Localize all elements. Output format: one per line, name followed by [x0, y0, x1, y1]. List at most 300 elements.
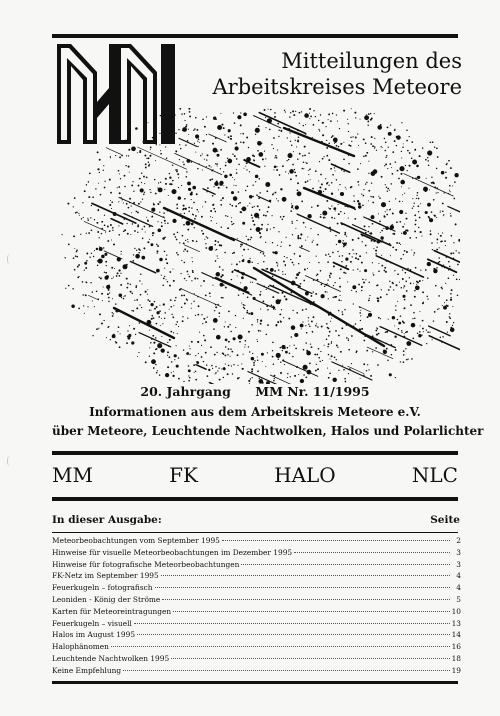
star-dot	[201, 356, 203, 358]
star-dot	[402, 194, 403, 195]
info-line-2: über Meteore, Leuchtende Nachtwolken, Halos und Polarlichter	[52, 424, 484, 438]
star-dot	[213, 328, 215, 330]
star-dot	[395, 309, 396, 310]
star-dot	[238, 203, 239, 204]
star-dot	[450, 299, 452, 301]
star-dot	[110, 224, 112, 226]
star-dot	[274, 251, 277, 254]
star-dot	[248, 249, 249, 250]
star-dot	[167, 223, 168, 224]
star-dot	[221, 297, 223, 299]
star-dot	[291, 336, 293, 338]
star-dot	[389, 373, 392, 376]
star-dot	[128, 207, 130, 209]
toc-leader-dots	[161, 575, 450, 576]
bottom-rule	[52, 681, 458, 684]
star-dot	[349, 253, 351, 255]
star-dot	[230, 135, 232, 137]
star-dot	[368, 200, 369, 201]
star-dot	[121, 297, 122, 298]
star-dot	[100, 194, 102, 196]
star-dot	[188, 108, 190, 110]
star-dot	[207, 316, 208, 317]
star-dot	[432, 141, 434, 143]
star-dot	[118, 186, 120, 188]
star-dot	[375, 250, 377, 252]
star-dot	[448, 160, 450, 162]
toc-item-title: Halos im August 1995	[52, 630, 136, 640]
star-dot	[195, 134, 199, 138]
star-dot	[86, 184, 87, 185]
star-dot	[206, 134, 207, 135]
star-dot	[372, 196, 374, 198]
star-dot	[150, 342, 152, 344]
star-dot	[127, 233, 129, 235]
star-dot	[222, 124, 224, 126]
star-dot	[64, 257, 65, 258]
star-dot	[169, 356, 171, 358]
star-dot	[149, 356, 150, 357]
star-dot	[369, 298, 370, 299]
star-dot	[399, 166, 404, 171]
star-dot	[282, 165, 284, 167]
star-dot	[440, 337, 441, 338]
star-dot	[135, 334, 136, 335]
star-dot	[403, 254, 404, 255]
star-dot	[328, 253, 329, 254]
star-dot	[440, 235, 442, 237]
star-dot	[343, 171, 344, 172]
star-dot	[395, 305, 396, 306]
star-dot	[232, 253, 233, 254]
star-dot	[336, 244, 337, 245]
star-dot	[253, 224, 255, 226]
star-dot	[248, 331, 250, 333]
star-dot	[303, 365, 308, 370]
star-dot	[358, 203, 361, 206]
star-dot	[363, 139, 365, 141]
star-dot	[231, 264, 232, 265]
star-dot	[393, 233, 395, 235]
star-dot	[113, 244, 115, 246]
star-dot	[418, 334, 421, 337]
star-dot	[256, 227, 261, 232]
star-dot	[280, 347, 282, 349]
star-dot	[204, 239, 205, 240]
star-dot	[350, 261, 352, 263]
volume-label: 20. Jahrgang	[140, 384, 231, 399]
section-halo: HALO	[274, 463, 336, 487]
star-dot	[217, 255, 218, 256]
star-dot	[308, 320, 309, 321]
star-dot	[371, 182, 372, 183]
star-dot	[260, 309, 261, 310]
star-dot	[148, 161, 149, 162]
star-dot	[209, 179, 211, 181]
star-dot	[372, 202, 374, 204]
star-dot	[328, 143, 330, 145]
star-dot	[143, 194, 145, 196]
star-dot	[428, 164, 430, 166]
star-dot	[215, 119, 216, 120]
star-dot	[394, 270, 395, 271]
star-dot	[177, 173, 179, 175]
star-dot	[454, 181, 456, 183]
star-dot	[275, 155, 277, 157]
star-dot	[246, 137, 248, 139]
star-dot	[425, 190, 427, 192]
star-dot	[176, 239, 178, 241]
star-dot	[196, 193, 198, 195]
star-dot	[389, 190, 390, 191]
star-dot	[248, 147, 249, 148]
star-dot	[376, 327, 377, 328]
star-dot	[415, 220, 417, 222]
toc-page-heading: Seite	[430, 514, 460, 526]
star-dot	[103, 320, 104, 321]
star-dot	[202, 323, 203, 324]
star-dot	[109, 230, 111, 232]
star-dot	[184, 213, 185, 214]
star-dot	[396, 284, 398, 286]
star-dot	[82, 202, 83, 203]
star-dot	[326, 140, 327, 141]
star-dot	[288, 318, 290, 320]
star-dot	[207, 187, 209, 189]
star-dot	[154, 308, 156, 310]
star-dot	[85, 294, 87, 296]
star-dot	[400, 180, 405, 185]
star-dot	[405, 272, 407, 274]
star-dot	[353, 253, 354, 254]
star-dot	[160, 325, 161, 326]
star-dot	[267, 224, 268, 225]
star-dot	[310, 343, 311, 344]
star-dot	[339, 128, 340, 129]
star-dot	[194, 227, 195, 228]
star-dot	[191, 341, 193, 343]
star-dot	[131, 146, 136, 151]
star-dot	[359, 255, 361, 257]
star-dot	[277, 265, 278, 266]
star-dot	[378, 270, 380, 272]
star-dot	[119, 156, 121, 158]
star-dot	[259, 378, 260, 379]
star-dot	[109, 292, 110, 293]
star-dot	[195, 371, 196, 372]
star-dot	[107, 240, 109, 242]
star-dot	[152, 335, 154, 337]
star-dot	[313, 240, 314, 241]
star-dot	[192, 261, 193, 262]
star-dot	[315, 116, 316, 117]
star-dot	[240, 211, 242, 213]
star-dot	[328, 343, 330, 345]
star-dot	[366, 182, 367, 183]
star-dot	[268, 286, 269, 287]
toc-leader-dots	[222, 540, 450, 541]
star-dot	[97, 168, 99, 170]
toc-item-page: 5	[456, 594, 461, 604]
star-dot	[134, 248, 135, 249]
star-dot	[365, 232, 366, 233]
star-dot	[115, 155, 116, 156]
star-dot	[445, 171, 447, 173]
star-dot	[384, 267, 386, 269]
star-dot	[395, 249, 397, 251]
star-dot	[400, 315, 402, 317]
star-dot	[325, 217, 326, 218]
star-dot	[133, 328, 135, 330]
star-dot	[445, 177, 447, 179]
star-dot	[97, 265, 98, 266]
star-dot	[198, 353, 199, 354]
star-dot	[193, 364, 195, 366]
star-dot	[292, 356, 293, 357]
star-dot	[417, 205, 419, 207]
star-dot	[274, 165, 277, 168]
star-dot	[196, 240, 198, 242]
star-dot	[366, 252, 367, 253]
star-dot	[131, 184, 133, 186]
star-dot	[299, 123, 300, 124]
star-dot	[218, 312, 220, 314]
star-dot	[436, 217, 437, 218]
star-dot	[383, 228, 384, 229]
star-dot	[76, 251, 78, 253]
star-dot	[162, 237, 165, 240]
star-dot	[217, 258, 218, 259]
star-dot	[394, 129, 395, 130]
star-dot	[186, 280, 187, 281]
star-dot	[318, 190, 319, 191]
star-dot	[330, 168, 332, 170]
star-dot	[321, 284, 323, 286]
star-dot	[187, 239, 188, 240]
star-dot	[339, 277, 341, 279]
star-dot	[451, 235, 453, 237]
star-dot	[227, 159, 232, 164]
star-dot	[294, 253, 296, 255]
star-dot	[228, 348, 230, 350]
star-dot	[289, 153, 290, 154]
star-dot	[160, 150, 161, 151]
star-dot	[267, 352, 268, 353]
star-dot	[387, 360, 389, 362]
star-dot	[145, 361, 147, 363]
star-dot	[303, 280, 305, 282]
toc-item-title: Hinweise für visuelle Meteorbeobachtungen im Dezember 1995	[52, 547, 293, 557]
star-dot	[367, 124, 368, 125]
star-dot	[123, 230, 125, 232]
star-dot	[191, 257, 192, 258]
star-dot	[195, 215, 197, 217]
star-dot	[236, 263, 238, 265]
star-dot	[380, 221, 381, 222]
star-dot	[225, 321, 226, 322]
star-dot	[420, 325, 421, 326]
star-dot	[257, 321, 258, 322]
star-dot	[385, 184, 386, 185]
star-dot	[87, 306, 88, 307]
star-dot	[225, 339, 228, 342]
star-dot	[111, 208, 112, 209]
star-dot	[287, 373, 288, 374]
star-dot	[331, 182, 333, 184]
star-dot	[189, 115, 191, 117]
star-dot	[444, 240, 446, 242]
star-dot	[255, 128, 260, 133]
star-dot	[201, 216, 203, 218]
star-dot	[260, 291, 261, 292]
star-dot	[169, 339, 171, 341]
star-dot	[368, 226, 369, 227]
star-trail	[202, 273, 252, 295]
star-dot	[194, 293, 195, 294]
star-dot	[404, 250, 406, 252]
star-dot	[231, 224, 233, 226]
star-dot	[133, 191, 134, 192]
star-dot	[368, 299, 370, 301]
star-dot	[164, 268, 165, 269]
star-dot	[385, 271, 387, 273]
star-dot	[420, 203, 421, 204]
star-dot	[207, 375, 209, 377]
star-dot	[438, 295, 440, 297]
star-dot	[318, 120, 319, 121]
star-dot	[142, 238, 143, 239]
star-dot	[203, 318, 205, 320]
star-dot	[342, 365, 343, 366]
star-dot	[391, 167, 392, 168]
star-dot	[158, 316, 160, 318]
star-dot	[104, 215, 105, 216]
star-dot	[326, 323, 328, 325]
star-dot	[282, 346, 283, 347]
star-dot	[310, 295, 312, 297]
star-dot	[313, 291, 314, 292]
star-dot	[195, 355, 196, 356]
star-dot	[402, 295, 405, 298]
toc-leader-dots	[123, 670, 449, 671]
star-dot	[99, 172, 100, 173]
star-dot	[431, 211, 433, 213]
star-dot	[260, 252, 261, 253]
star-dot	[295, 111, 296, 112]
star-dot	[172, 316, 174, 318]
star-dot	[402, 201, 403, 202]
star-dot	[97, 328, 99, 330]
star-dot	[292, 262, 294, 264]
star-dot	[295, 277, 297, 279]
star-dot	[259, 178, 261, 180]
star-dot	[442, 336, 443, 337]
star-dot	[265, 182, 270, 187]
star-dot	[358, 237, 360, 239]
meteor-streak	[304, 188, 354, 208]
star-dot	[328, 354, 329, 355]
star-dot	[237, 115, 241, 119]
star-trail	[112, 219, 123, 224]
star-dot	[401, 332, 402, 333]
star-dot	[257, 370, 259, 372]
star-dot	[280, 216, 282, 218]
star-dot	[410, 283, 412, 285]
star-dot	[396, 135, 400, 139]
star-dot	[265, 366, 266, 367]
star-dot	[185, 208, 187, 210]
star-dot	[328, 207, 329, 208]
star-dot	[385, 163, 387, 165]
star-dot	[263, 214, 265, 216]
star-dot	[118, 326, 120, 328]
star-trail	[429, 336, 460, 358]
star-dot	[403, 231, 407, 235]
star-dot	[119, 294, 123, 298]
star-dot	[137, 225, 139, 227]
star-dot	[194, 372, 195, 373]
star-dot	[360, 163, 361, 164]
star-dot	[382, 147, 383, 148]
star-dot	[408, 188, 409, 189]
star-dot	[132, 223, 133, 224]
star-dot	[309, 169, 310, 170]
star-dot	[312, 241, 313, 242]
star-dot	[334, 282, 335, 283]
star-dot	[86, 260, 88, 262]
star-dot	[153, 317, 155, 319]
star-dot	[297, 158, 299, 160]
star-dot	[266, 334, 268, 336]
star-dot	[412, 338, 414, 340]
star-dot	[157, 221, 158, 222]
star-dot	[211, 178, 213, 180]
star-dot	[334, 296, 336, 298]
toc-row	[52, 665, 461, 677]
star-dot	[125, 140, 126, 141]
star-dot	[146, 158, 147, 159]
star-dot	[129, 172, 130, 173]
star-dot	[372, 223, 374, 225]
star-dot	[355, 257, 357, 259]
star-dot	[144, 192, 145, 193]
star-dot	[283, 260, 285, 262]
star-dot	[392, 213, 394, 215]
star-dot	[354, 112, 356, 114]
star-dot	[332, 174, 334, 176]
star-dot	[427, 160, 429, 162]
star-dot	[237, 377, 239, 379]
star-trail	[175, 153, 222, 174]
star-dot	[182, 127, 187, 132]
star-dot	[308, 153, 309, 154]
star-dot	[104, 253, 107, 256]
star-dot	[237, 238, 238, 239]
star-dot	[327, 182, 328, 183]
star-dot	[333, 297, 334, 298]
star-dot	[176, 169, 178, 171]
star-dot	[182, 320, 184, 322]
star-trail	[283, 361, 318, 377]
star-dot	[390, 124, 391, 125]
star-dot	[267, 211, 269, 213]
star-dot	[199, 142, 200, 143]
star-dot	[336, 344, 338, 346]
star-dot	[260, 320, 262, 322]
star-dot	[121, 155, 123, 157]
star-dot	[180, 273, 181, 274]
star-dot	[392, 224, 393, 225]
